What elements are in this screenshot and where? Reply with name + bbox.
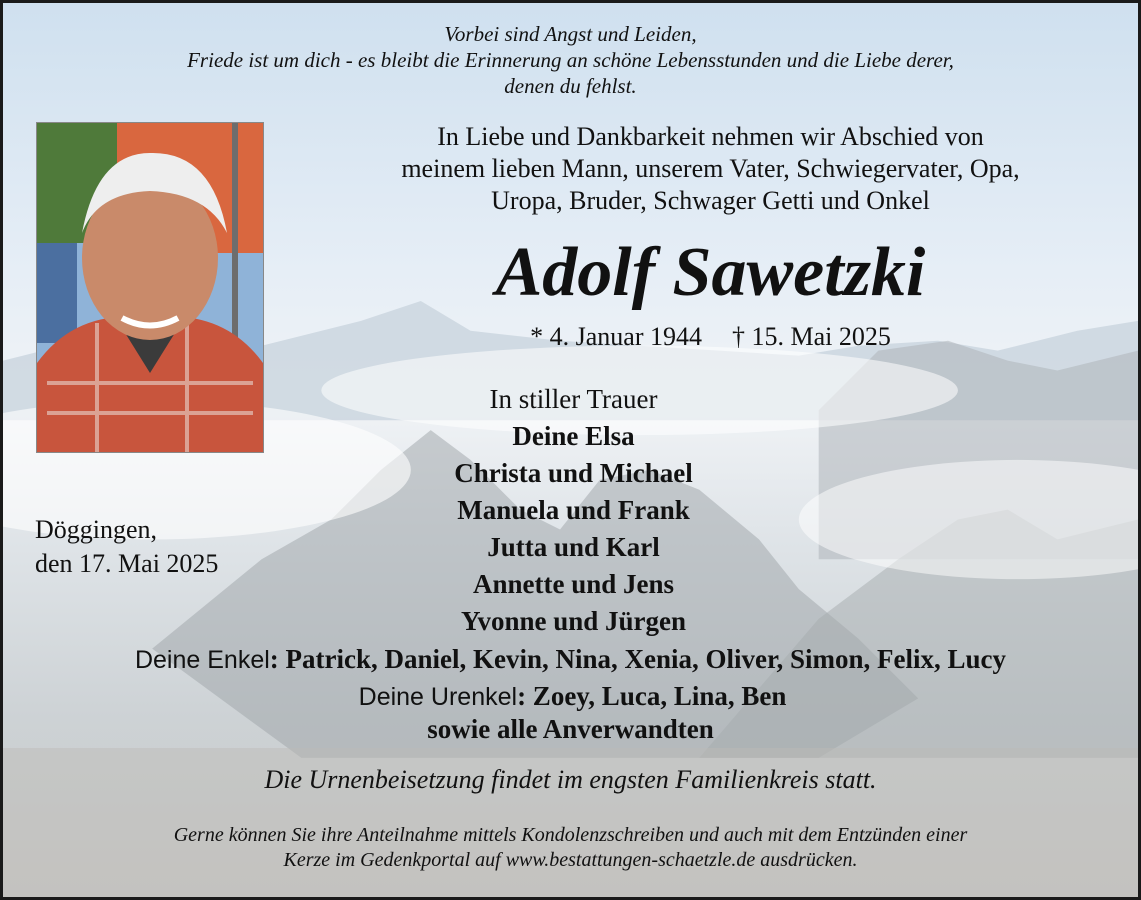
quote-line-1: Vorbei sind Angst und Leiden, [444, 22, 697, 46]
life-dates [303, 321, 1118, 353]
mourner-name: Yvonne und Jürgen [460, 606, 687, 636]
death-date: † 15. Mai 2025 [731, 322, 891, 351]
mourner-name: Christa und Michael [454, 458, 693, 488]
grandchildren-label: Deine Enkel [134, 646, 270, 674]
note-line-1: Gerne können Sie ihre Anteilnahme mittels Kondolenzschreiben und auch mit dem Entzünden einer [173, 824, 968, 846]
date-line: den 17. Mai 2025 [35, 549, 219, 578]
grandchildren-names: : Patrick, Daniel, Kevin, Nina, Xenia, Oliver, Simon, Felix, Lucy [269, 644, 1007, 674]
burial-notice: Die Urnenbeisetzung findet im engsten Familienkreis statt. [264, 765, 877, 794]
great-grandchildren-line [3, 679, 1138, 714]
intro-line-2: meinem lieben Mann, unserem Vater, Schwiegervater, Opa, [401, 154, 1020, 183]
quote-line-3: denen du fehlst. [504, 74, 637, 98]
mourning-lead: In stiller Trauer [489, 384, 658, 414]
relatives-line: sowie alle Anverwandten [427, 714, 714, 744]
mourner-name: Manuela und Frank [457, 495, 690, 525]
intro-line-3: Uropa, Bruder, Schwager Getti und Onkel [491, 186, 930, 215]
mourner-name: Annette und Jens [472, 569, 675, 599]
mourner-name: Jutta und Karl [487, 532, 660, 562]
birth-date: * 4. Januar 1944 [530, 322, 702, 351]
memorial-quote [3, 21, 1138, 99]
quote-line-2: Friede ist um dich - es bleibt die Erinnerung an schöne Lebensstunden und die Liebe derer, [187, 48, 954, 72]
great-grandchildren-names: : Zoey, Luca, Lina, Ben [517, 681, 787, 711]
deceased-name: Adolf Sawetzki [495, 234, 926, 311]
farewell-intro [303, 121, 1118, 217]
great-grandchildren-label: Deine Urenkel [358, 683, 518, 711]
place-line: Döggingen, [35, 515, 158, 544]
grandchildren-line [3, 641, 1138, 678]
mourner-name: Deine Elsa [512, 421, 635, 451]
intro-line-1: In Liebe und Dankbarkeit nehmen wir Abschied von [437, 122, 984, 151]
condolence-note [3, 823, 1138, 873]
mourners-list [3, 381, 1141, 640]
note-line-2: Kerze im Gedenkportal auf www.bestattungen-schaetzle.de ausdrücken. [283, 849, 858, 871]
